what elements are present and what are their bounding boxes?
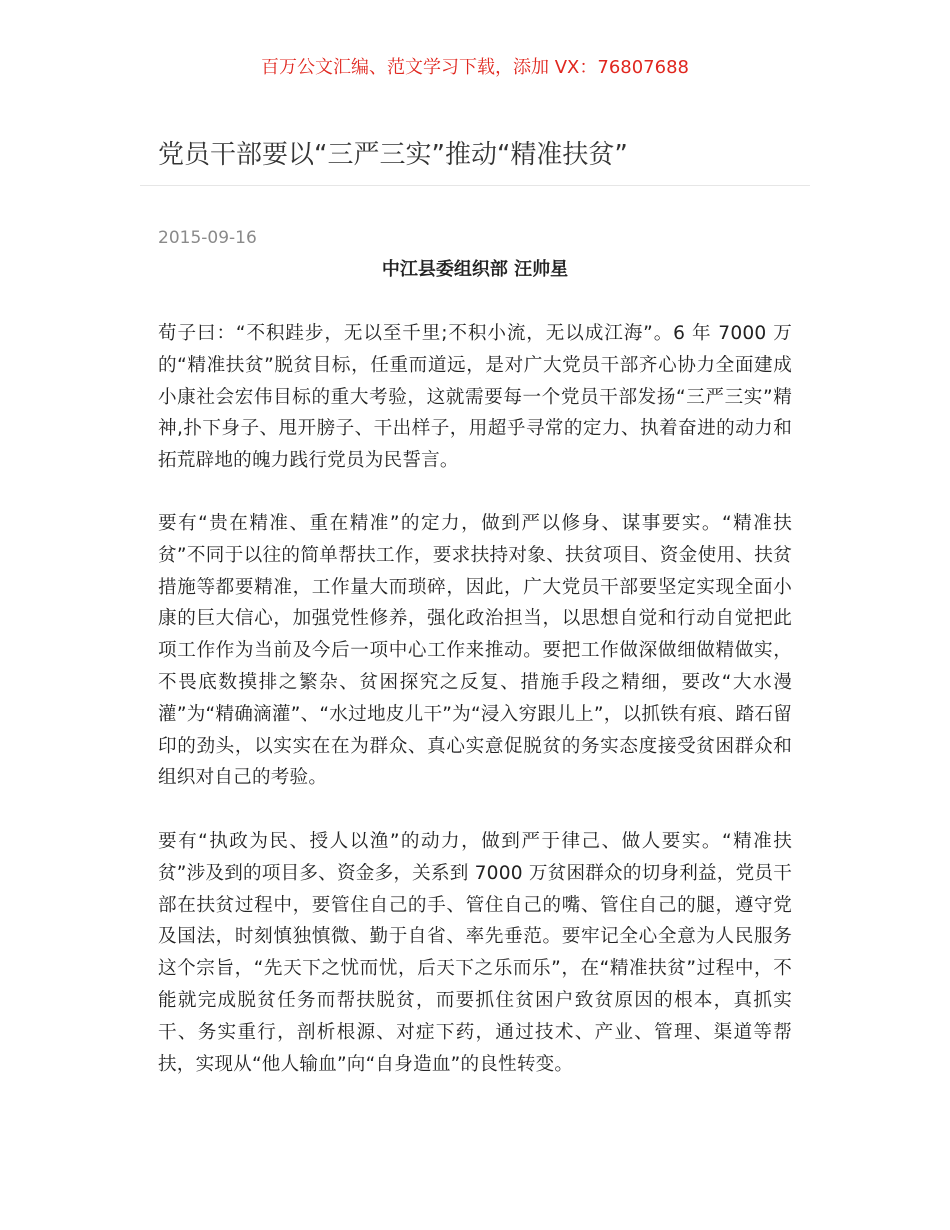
article-title: 党员干部要以“三严三实”推动“精准扶贫”: [158, 140, 628, 170]
promo-banner: 百万公文汇编、范文学习下载，添加 VX：76807688: [261, 57, 689, 78]
title-divider: [140, 185, 810, 186]
paragraph-3: 要有“执政为民、授人以渔”的动力，做到严于律己、做人要实。“精准扶贫”涉及到的项目多、资金多，关系到 7000 万贫困群众的切身利益，党员干部在扶贫过程中，要管住自己的手、管住自己的嘴、管住自己的腿，遵守党及国法，时刻慎独慎微、勤于自省、率先垂范。要牢记全心全意为人民服务这个宗旨，“先天下之忧而忧，后天下之乐而乐”，在“精准扶贫”过程中，不能就完成脱贫任务而帮扶脱贫，而要抓住贫困户致贫原因的根本，真抓实干、务实重行，剖析根源、对症下药，通过技术、产业、管理、渠道等帮扶，实现从“他人输血”向“自身造血”的良性转变。: [158, 831, 792, 1075]
paragraph-1: 荀子曰：“不积跬步，无以至千里;不积小流，无以成江海”。6 年 7000 万的“精准扶贫”脱贫目标，任重而道远，是对广大党员干部齐心协力全面建成小康社会宏伟目标的重大考验，这就需要每一个党员干部发扬“三严三实”精神,扑下身子、甩开膀子、干出样子，用超乎寻常的定力、执着奋进的动力和拓荒辟地的魄力践行党员为民誓言。: [158, 323, 792, 472]
article-author: 中江县委组织部 汪帅星: [381, 259, 569, 280]
paragraph-2: 要有“贵在精准、重在精准”的定力，做到严以修身、谋事要实。“精准扶贫”不同于以往的简单帮扶工作，要求扶持对象、扶贫项目、资金使用、扶贫措施等都要精准，工作量大而琐碎，因此，广大党员干部要坚定实现全面小康的巨大信心，加强党性修养，强化政治担当，以思想自觉和行动自觉把此项工作作为当前及今后一项中心工作来推动。要把工作做深做细做精做实，不畏底数摸排之繁杂、贫困探究之反复、措施手段之精细，要改“大水漫灌”为“精确滴灌”、“水过地皮儿干”为“浸入穷跟儿上”，以抓铁有痕、踏石留印的劲头，以实实在在为群众、真心实意促脱贫的务实态度接受贫困群众和组织对自己的考验。: [158, 513, 792, 789]
publish-date: 2015-09-16: [158, 228, 257, 248]
